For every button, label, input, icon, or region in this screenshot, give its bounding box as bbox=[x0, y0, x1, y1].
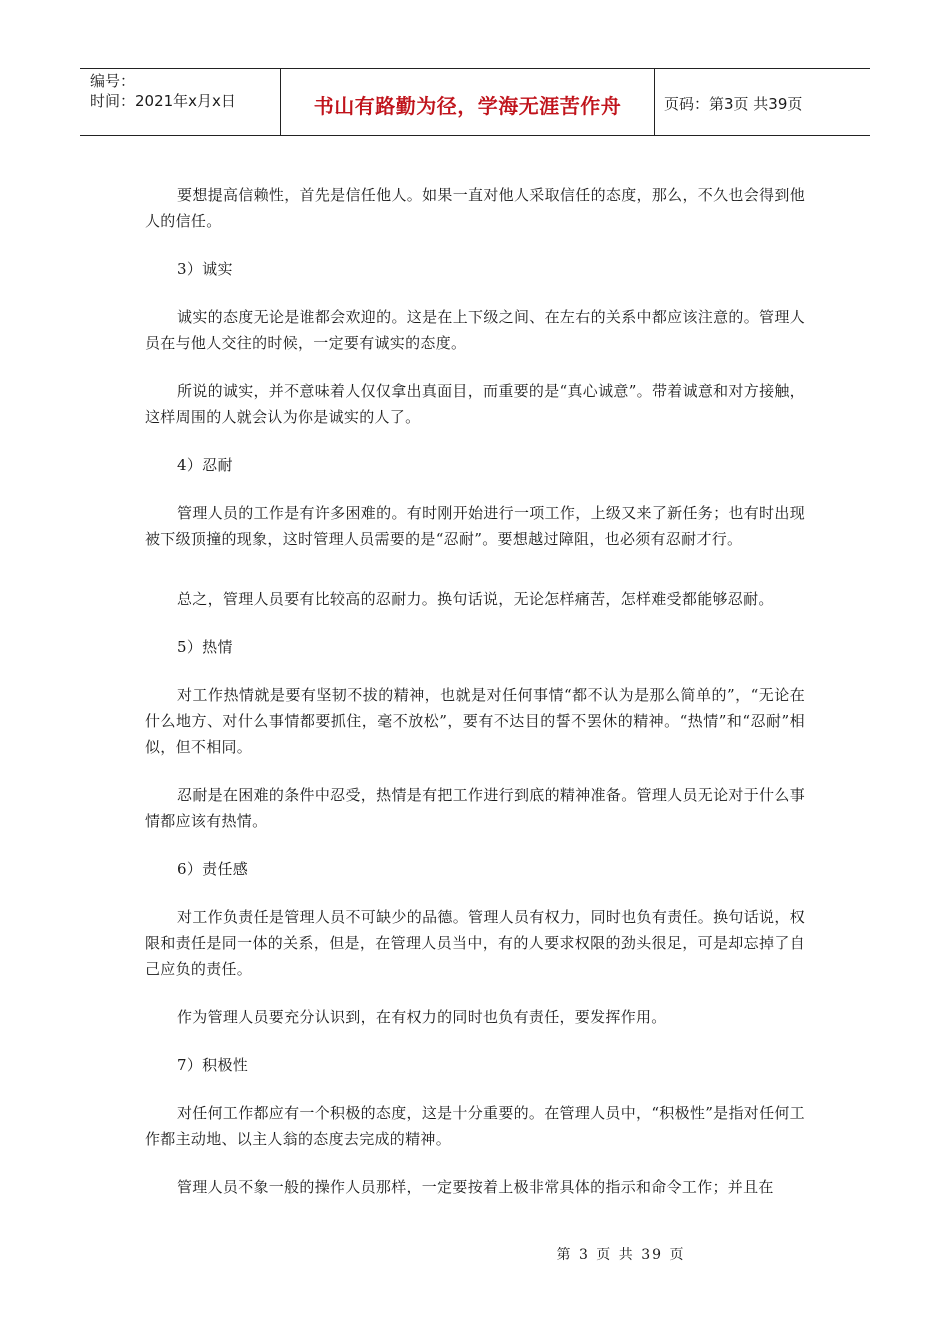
section-heading: 5）热情 bbox=[177, 638, 233, 656]
paragraph: 对工作热情就是要有坚韧不拔的精神，也就是对任何事情“都不认为是那么简单的”，“无论在什么地方、对什么事情都要抓住，毫不放松”，要有不达目的誓不罢休的精神。“热情”和“忍耐”相似，但不相同。 bbox=[145, 686, 805, 756]
paragraph: 管理人员的工作是有许多困难的。有时刚开始进行一项工作，上级又来了新任务；也有时出现被下级顶撞的现象，这时管理人员需要的是“忍耐”。要想越过障阻，也必须有忍耐才行。 bbox=[145, 504, 805, 548]
date-label: 时间：2021年x月x日 bbox=[90, 92, 236, 110]
section-heading: 3）诚实 bbox=[177, 260, 233, 278]
paragraph: 对工作负责任是管理人员不可缺少的品德。管理人员有权力，同时也负有责任。换句话说，权限和责任是同一体的关系，但是，在管理人员当中，有的人要求权限的劲头很足，可是却忘掉了自己应负的责任。 bbox=[145, 908, 805, 978]
paragraph: 忍耐是在困难的条件中忍受，热情是有把工作进行到底的精神准备。管理人员无论对于什么事情都应该有热情。 bbox=[145, 786, 805, 830]
paragraph: 作为管理人员要充分认识到，在有权力的同时也负有责任，要发挥作用。 bbox=[177, 1008, 667, 1026]
footer-page-number: 第 3 页 共 39 页 bbox=[556, 1247, 686, 1263]
page-footer bbox=[0, 1244, 950, 1264]
page-header bbox=[80, 68, 870, 136]
serial-number-label: 编号： bbox=[90, 72, 136, 90]
section-heading: 7）积极性 bbox=[177, 1056, 249, 1074]
paragraph: 对任何工作都应有一个积极的态度，这是十分重要的。在管理人员中，“积极性”是指对任何工作都主动地、以主人翁的态度去完成的精神。 bbox=[145, 1104, 805, 1148]
header-motto-cell bbox=[281, 69, 655, 135]
motto-text: 书山有路勤为径，学海无涯苦作舟 bbox=[313, 93, 622, 118]
paragraph: 所说的诚实，并不意味着人仅仅拿出真面目，而重要的是“真心诚意”。带着诚意和对方接触，这样周围的人就会认为你是诚实的人了。 bbox=[145, 382, 805, 426]
paragraph: 管理人员不象一般的操作人员那样，一定要按着上极非常具体的指示和命令工作；并且在 bbox=[177, 1178, 774, 1196]
section-heading: 4）忍耐 bbox=[177, 456, 233, 474]
paragraph: 诚实的态度无论是谁都会欢迎的。这是在上下级之间、在左右的关系中都应该注意的。管理人员在与他人交往的时候，一定要有诚实的态度。 bbox=[145, 308, 805, 352]
document-body bbox=[145, 182, 805, 1200]
header-meta-cell bbox=[80, 69, 281, 135]
paragraph: 要想提高信赖性，首先是信任他人。如果一直对他人采取信任的态度，那么，不久也会得到他人的信任。 bbox=[145, 186, 805, 230]
section-heading: 6）责任感 bbox=[177, 860, 249, 878]
header-page-cell bbox=[655, 69, 870, 135]
paragraph: 总之，管理人员要有比较高的忍耐力。换句话说，无论怎样痛苦，怎样难受都能够忍耐。 bbox=[177, 590, 774, 608]
page-number-label: 页码：第3页 共39页 bbox=[664, 94, 803, 113]
